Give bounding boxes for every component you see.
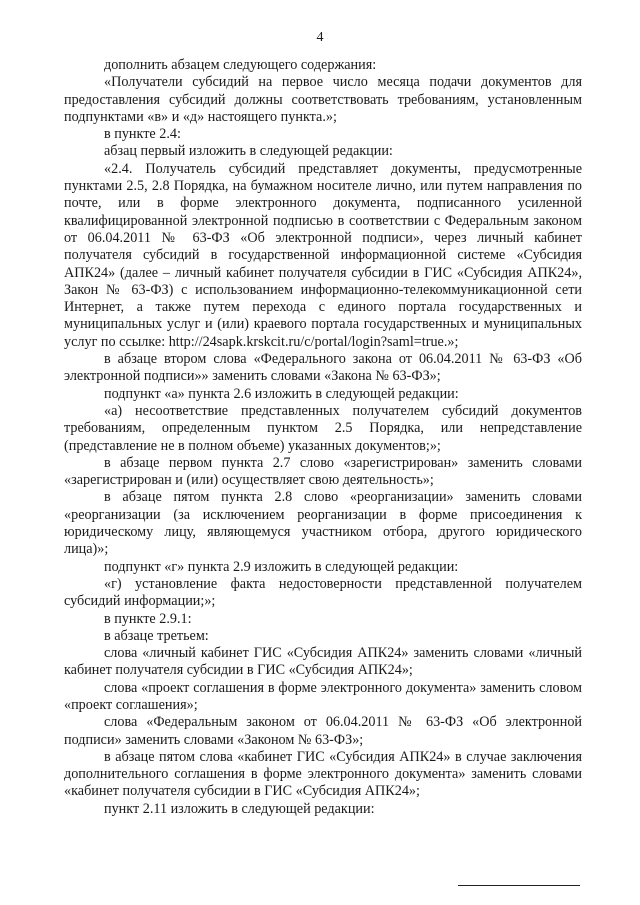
paragraph: пункт 2.11 изложить в следующей редакции: xyxy=(104,800,375,817)
paragraph: абзац первый изложить в следующей редакции: xyxy=(104,143,393,160)
paragraph: дополнить абзацем следующего содержания: xyxy=(104,57,377,73)
page-number: 4 xyxy=(316,30,324,45)
paragraph: «г) установление факта недостоверности представленной получателем субсидий информации;»; xyxy=(64,575,582,610)
paragraph: подпункт «а» пункта 2.6 изложить в следующей редакции: xyxy=(104,385,459,402)
paragraph: в абзаце втором слова «Федерального закона от 06.04.2011 № 63-ФЗ «Об электронной подписи»» заменить словами «Закона № 63-ФЗ»; xyxy=(64,351,582,385)
paragraph: подпункт «г» пункта 2.9 изложить в следующей редакции: xyxy=(104,558,459,575)
paragraph: в пункте 2.4: xyxy=(104,126,181,143)
paragraph: в абзаце пятом пункта 2.8 слово «реорганизации» заменить словами «реорганизации (за исключением реорганизации в форме присоединения к юридическому лицу, являющемуся участником отбора, другого юридического лица)»; xyxy=(64,489,582,558)
paragraph: слова «Федеральным законом от 06.04.2011 № 63-ФЗ «Об электронной подписи» заменить словами «Законом № 63-ФЗ»; xyxy=(64,714,582,748)
paragraph: в абзаце пятом слова «кабинет ГИС «Субсидия АПК24» в случае заключения дополнительного соглашения в форме электронного документа» заменить словами «кабинет получателя субсидии в ГИС «Субсидия АПК24»; xyxy=(64,748,582,800)
paragraph: «а) несоответствие представленных получателем субсидий документов требованиям, определенным пунктом 2.5 Порядка, или непредставление (представление не в полном объеме) указанных документов;»; xyxy=(64,402,582,454)
paragraph: в абзаце третьем: xyxy=(104,627,209,644)
document-body xyxy=(64,57,582,818)
paragraph: слова «личный кабинет ГИС «Субсидия АПК24» заменить словами «личный кабинет получателя субсидии в ГИС «Субсидия АПК24»; xyxy=(64,645,582,679)
paragraph: слова «проект соглашения в форме электронного документа» заменить словом «проект соглашения»; xyxy=(64,679,582,713)
paragraph: в абзаце первом пункта 2.7 слово «зарегистрирован» заменить словами «зарегистрирован и (или) осуществляет свою деятельность»; xyxy=(64,454,582,489)
paragraph: «Получатели субсидий на первое число месяца подачи документов для предоставления субсидий должны соответствовать требованиям, установленным подпунктами «в» и «д» настоящего пункта.»; xyxy=(64,74,582,125)
paragraph: в пункте 2.9.1: xyxy=(104,610,192,627)
footer-rule xyxy=(458,885,580,886)
paragraph: «2.4. Получатель субсидий представляет документы, предусмотренные пунктами 2.5, 2.8 Порядка, на бумажном носителе лично, или путем направления по почте, или в форме электронного документа, подписанного усиленной квалифицированной электронной подписью в соответствии с Федеральным законом от 06.04.2011 № 63-ФЗ «Об электронной подписи», через личный кабинет получателя субсидий в государственной информационной системе «Субсидия АПК24» (далее – личный кабинет получателя субсидии в ГИС «Субсидия АПК24», Закон № 63-ФЗ) с использованием информационно-телекоммуникационной сети Интернет, а также путем перехода с единого портала государственных и муниципальных услуг и (или) краевого портала государственных и муниципальных услуг по ссылке: http://24sapk.krskcit.ru/c/portal/login?saml=true.»; xyxy=(64,160,582,350)
